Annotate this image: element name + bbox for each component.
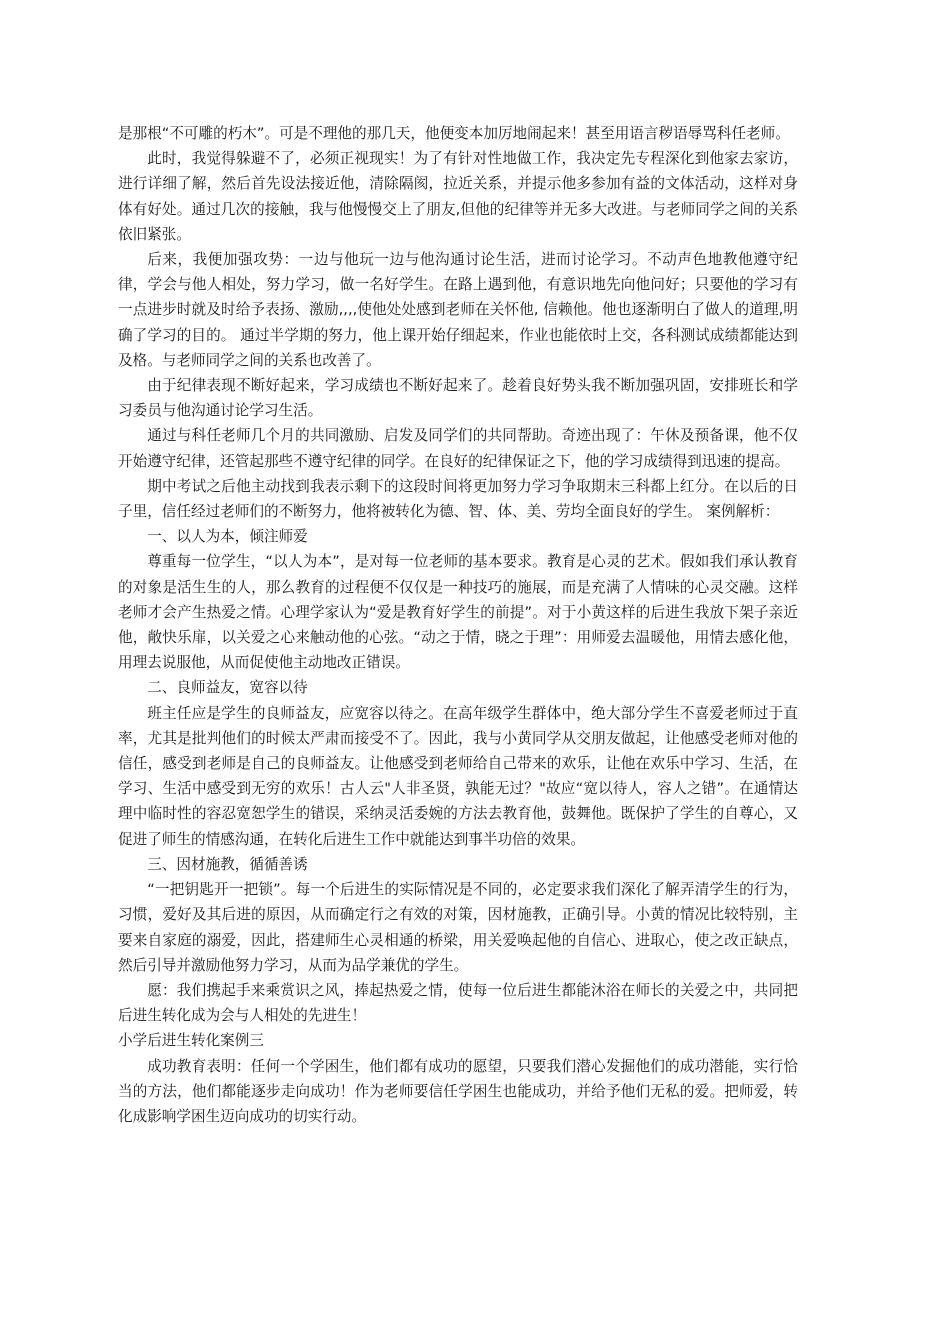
paragraph-continuation: 是那根“不可雕的朽木”。可是不理他的那几天，他便变本加厉地闹起来！甚至用语言秽语辱骂科任老师。: [118, 125, 790, 142]
paragraph-people-oriented: 尊重每一位学生，“以人为本”，是对每一位老师的基本要求。教育是心灵的艺术。假如我们承认教育的对象是活生生的人，那么教育的过程便不仅仅是一种技巧的施展，而是充满了人情味的心灵交融。这样老师才会产生热爱之情。心理学家认为“爱是教育好学生的前提”。对于小黄这样的后进生我放下架子亲近他，敞快乐扉，以关爱之心来触动他的心弦。“动之于情，晓之于理”：用师爱去温暖他，用情去感化他，用理去说服他，从而促使他主动地改正错误。: [118, 553, 798, 672]
section-heading-3: 三、因材施教，循循善诱: [147, 855, 308, 873]
case-title: 小学后进生转化案例三: [118, 1032, 264, 1050]
paragraph-midterm: 期中考试之后他主动找到我表示剩下的这段时间将更加努力学习争取期末三科都上红分。在以后的日子里，信任经过老师们的不断努力，他将被转化为德、智、体、美、劳均全面良好的学生。 案例解析：: [118, 477, 798, 521]
paragraph-wish: 愿：我们携起手来乘赏识之风，捧起热爱之情，使每一位后进生都能沐浴在师长的关爱之中，共同把后进生转化成为会与人相处的先进生！: [118, 981, 798, 1025]
paragraph-success-education: 成功教育表明：任何一个学困生，他们都有成功的愿望，只要我们潜心发掘他们的成功潜能，实行恰当的方法，他们都能逐步走向成功！作为老师要信任学困生也能成功，并给予他们无私的爱。把师爱，转化成影响学困生迈向成功的切实行动。: [118, 1057, 798, 1125]
section-heading-2: 二、良师益友，宽容以待: [147, 679, 308, 697]
paragraph-home-visit: 此时，我觉得躲避不了，必须正视现实！为了有针对性地做工作，我决定先专程深化到他家去家访，进行详细了解，然后首先设法接近他，清除隔阂，拉近关系，并提示他多参加有益的文体活动，这样对身体有好处。通过几次的接触，我与他慢慢交上了朋友,但他的纪律等并无多大改进。与老师同学之间的关系依旧紧张。: [118, 150, 798, 243]
section-heading-1: 一、以人为本，倾注师爱: [147, 528, 308, 546]
paragraph-mentor-friend: 班主任应是学生的良师益友，应宽容以待之。在高年级学生群体中，绝大部分学生不喜爱老师过于直率，尤其是批判他们的时候太严肃而接受不了。因此，我与小黄同学从交朋友做起，让他感受老师对他的信任，感受到老师是自己的良师益友。让他感受到老师给自己带来的欢乐，让他在欢乐中学习、生活，在学习、生活中感受到无穷的欢乐！古人云"人非圣贤，孰能无过？"故应“宽以待人，容人之错”。在通情达理中临时性的容忍宽恕学生的错误，采纳灵活委婉的方法去教育他，鼓舞他。既保护了学生的自尊心，又促进了师生的情感沟通，在转化后进生工作中就能达到事半功倍的效果。: [118, 704, 798, 848]
paragraph-strengthen-efforts: 后来，我便加强攻势：一边与他玩一边与他沟通讨论生活，进而讨论学习。不动声色地教他遵守纪律，学会与他人相处，努力学习，做一名好学生。在路上遇到他，有意识地先向他问好；只要他的学习有一点进步时就及时给予表扬、激励,,,,使他处处感到老师在关怀他, 信赖他。他也逐渐明白了做人的道理,明确了学习的目的。 通过半学期的努力，他上课开始仔细起来，作业也能依时上交，各科测试成绩都能达到及格。与老师同学之间的关系也改善了。: [118, 251, 798, 369]
paragraph-key-lock: “一把钥匙开一把锁”。每一个后进生的实际情况是不同的，必定要求我们深化了解弄清学生的行为，习惯，爱好及其后进的原因，从而确定行之有效的对策，因材施教，正确引导。小黄的情况比较特别，主要来自家庭的溺爱，因此，搭建师生心灵相通的桥梁，用关爱唤起他的自信心、进取心，使之改正缺点，然后引导并激励他努力学习，从而为品学兼优的学生。: [118, 881, 798, 974]
paragraph-discipline-improves: 由于纪律表现不断好起来，学习成绩也不断好起来了。趁着良好势头我不断加强巩固，安排班长和学习委员与他沟通讨论学习生活。: [118, 377, 798, 420]
paragraph-miracle: 通过与科任老师几个月的共同激励、启发及同学们的共同帮助。奇迹出现了：午休及预备课，他不仅开始遵守纪律，还管起那些不遵守纪律的同学。在良好的纪律保证之下，他的学习成绩得到迅速的提高。: [118, 427, 798, 470]
document-body: [118, 121, 798, 1129]
